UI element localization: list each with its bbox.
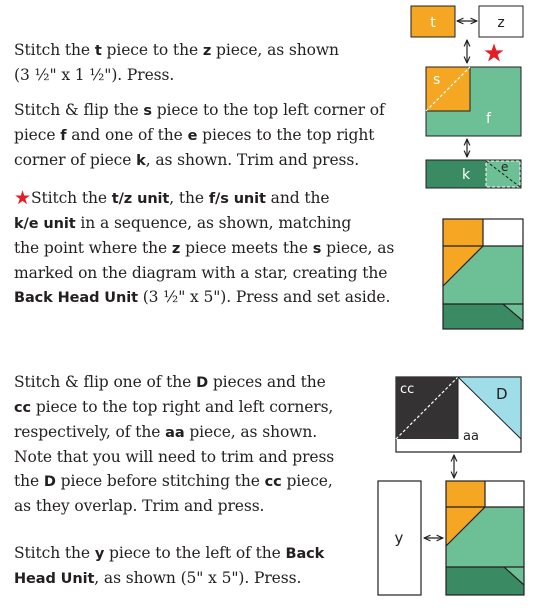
label-y: y [394, 529, 404, 547]
text-run: and the [265, 189, 330, 207]
text-run: Note that you will need to trim and press [14, 448, 335, 466]
bold-term: Back [285, 546, 325, 562]
text-run: piece, as shown [211, 41, 339, 59]
bold-term: cc [264, 474, 282, 490]
bhu-t [443, 219, 483, 246]
text-run: piece to the top left corner of [151, 101, 385, 119]
text-run: piece to the left of the [104, 544, 286, 562]
bold-term: z [202, 43, 212, 59]
text-run: Stitch the [14, 41, 95, 59]
bold-term: y [94, 546, 105, 562]
text-run: as they overlap. Trim and press. [14, 497, 265, 515]
label-z: z [497, 15, 505, 31]
text-run: piece [14, 126, 61, 144]
diagram-aa-cc-d [396, 377, 521, 452]
diagram-exploded-back-head [411, 6, 523, 188]
bold-term: e [187, 128, 198, 144]
text-run: Stitch & flip one of the [14, 373, 197, 391]
bold-term: cc [14, 400, 31, 416]
text-run: pieces and the [208, 373, 326, 391]
text-run: the point where the [14, 239, 172, 257]
text-run: piece meets the [180, 239, 313, 257]
text-run: the [14, 472, 44, 490]
text-run: piece to the [101, 41, 203, 59]
label-t: t [430, 15, 436, 31]
text-run: pieces to the top right [197, 126, 375, 144]
bold-term: z [171, 241, 181, 257]
label-s: s [433, 72, 441, 88]
label-k: k [461, 167, 471, 183]
text-run: respectively, of the [14, 423, 166, 441]
text-run: Stitch the [14, 544, 95, 562]
diagram-y-assembly [378, 481, 524, 595]
text-run: (3 ½" x 5"). Press and set aside. [137, 288, 391, 306]
bold-term: f [60, 128, 67, 144]
text-run: marked on the diagram with a star, creating the [14, 264, 388, 282]
text-run: , the [169, 189, 209, 207]
text-run: piece, as shown. [184, 423, 318, 441]
text-run: piece to the top right and left corners, [31, 398, 334, 416]
bold-term: s [312, 241, 322, 257]
text-run: piece, as [321, 239, 395, 257]
bold-term: Head Unit [14, 571, 95, 587]
text-run: piece, [281, 472, 333, 490]
bold-term: Back Head Unit [14, 290, 138, 306]
bold-term: k/e unit [14, 216, 76, 232]
text-run: corner of piece [14, 151, 137, 169]
label-d: D [496, 385, 508, 403]
text-run: Stitch the [30, 189, 112, 207]
bhu-z [483, 219, 523, 246]
text-run: , as shown (5" x 5"). Press. [94, 569, 302, 587]
text-run: piece before stitching the [55, 472, 265, 490]
bold-term: t/z unit [111, 191, 170, 207]
text-run: in a sequence, as shown, matching [75, 214, 352, 232]
label-f: f [486, 111, 491, 127]
text-run: , as shown. Trim and press. [145, 151, 360, 169]
diagram-back-head-unit [443, 219, 523, 329]
bold-term: aa [165, 425, 185, 441]
bold-term: k [136, 153, 146, 169]
bold-term: D [43, 474, 56, 490]
text-run: (3 ½" x 1 ½"). Press. [14, 66, 175, 84]
text-run: and one of the [66, 126, 188, 144]
label-aa: aa [463, 429, 479, 444]
match-star-icon [485, 44, 504, 62]
label-cc: cc [400, 382, 415, 397]
bold-term: t [94, 43, 102, 59]
star-icon: ★ [14, 187, 31, 209]
text-run: Stitch & flip the [14, 101, 144, 119]
bold-term: f/s unit [208, 191, 266, 207]
bold-term: D [196, 375, 209, 391]
bold-term: s [143, 103, 152, 119]
label-e: e [501, 160, 509, 174]
